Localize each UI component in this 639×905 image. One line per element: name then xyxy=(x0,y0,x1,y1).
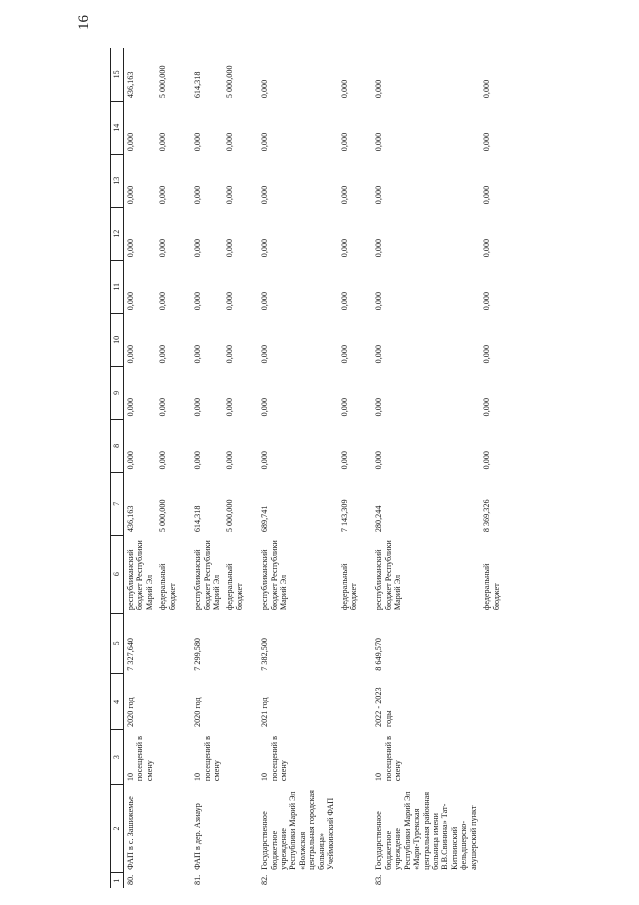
funding-source-cell: республиканский бюджет Республики Марий Эл xyxy=(126,540,154,611)
amount-cell: 0,000 xyxy=(374,291,384,311)
amount-cell: 0,000 xyxy=(339,344,349,364)
amount-cell: 0,000 xyxy=(260,132,270,152)
object-number-cell: 81. xyxy=(193,874,203,885)
amount-cell: 0,000 xyxy=(339,238,349,258)
table-row xyxy=(156,48,191,888)
amount-cell: 0,000 xyxy=(260,79,270,99)
column-header: 15 xyxy=(111,48,124,101)
empty-cell xyxy=(480,873,515,888)
amount-cell: 0,000 xyxy=(225,291,235,311)
amount-cell: 5 000,000 xyxy=(225,65,235,99)
amount-cell: 0,000 xyxy=(158,450,168,470)
total-cost-cell: 7 327,640 xyxy=(126,637,135,671)
capacity-cell: 10 посещений в смену xyxy=(374,736,403,782)
funding-source-cell: федеральный бюджет xyxy=(339,563,359,611)
object-name-cell: Государственное бюджетное учреждение Республики Марий Эл «Мари-Турекская центральная районная больница имени В.В.Свинина» Тат-Китнинский фельдшерско-акушерский пункт xyxy=(374,791,478,870)
column-header: 7 xyxy=(111,472,124,535)
funding-source-cell: республиканский бюджет Республики Марий Эл xyxy=(374,540,403,611)
amount-cell: 0,000 xyxy=(193,132,203,152)
amount-cell: 0,000 xyxy=(126,450,135,470)
column-header: 3 xyxy=(111,730,124,784)
empty-cell xyxy=(338,730,373,784)
object-number-cell: 83. xyxy=(374,874,384,885)
amount-cell: 280,244 xyxy=(374,505,384,533)
amount-cell: 0,000 xyxy=(260,450,270,470)
amount-cell: 0,000 xyxy=(482,79,492,99)
amount-cell: 0,000 xyxy=(158,132,168,152)
amount-cell: 5 000,000 xyxy=(158,499,168,533)
empty-cell xyxy=(156,730,191,784)
amount-cell: 0,000 xyxy=(225,344,235,364)
column-header: 4 xyxy=(111,674,124,730)
empty-cell xyxy=(156,613,191,674)
empty-cell xyxy=(223,730,258,784)
amount-cell: 8 369,326 xyxy=(482,499,492,533)
column-header: 6 xyxy=(111,535,124,613)
amount-cell: 0,000 xyxy=(374,450,384,470)
amount-cell: 0,000 xyxy=(374,79,384,99)
amount-cell: 7 143,309 xyxy=(339,499,349,533)
funding-source-cell: республиканский бюджет Республики Марий Эл xyxy=(193,540,221,611)
empty-cell xyxy=(480,613,515,674)
amount-cell: 0,000 xyxy=(482,397,492,417)
capacity-cell: 10 посещений в смену xyxy=(126,736,154,782)
column-header: 1 xyxy=(111,873,124,888)
table-row xyxy=(480,48,515,888)
amount-cell: 0,000 xyxy=(158,344,168,364)
amount-cell: 0,000 xyxy=(260,344,270,364)
empty-cell xyxy=(480,730,515,784)
table-body xyxy=(124,48,515,888)
amount-cell: 0,000 xyxy=(225,238,235,258)
amount-cell: 0,000 xyxy=(225,397,235,417)
amount-cell: 0,000 xyxy=(339,185,349,205)
amount-cell: 0,000 xyxy=(260,397,270,417)
amount-cell: 0,000 xyxy=(193,291,203,311)
column-header: 9 xyxy=(111,366,124,419)
period-cell: 2020 год xyxy=(126,697,135,727)
object-name-cell: Государственное бюджетное учреждение Республики Марий Эл «Волжская центральная городская больница» Учеймкинский ФАП xyxy=(260,790,336,870)
column-header: 5 xyxy=(111,613,124,674)
amount-cell: 0,000 xyxy=(193,397,203,417)
amount-cell: 0,000 xyxy=(374,132,384,152)
amount-cell: 0,000 xyxy=(374,397,384,417)
total-cost-cell: 7 299,580 xyxy=(193,637,203,671)
funding-source-cell: федеральный бюджет xyxy=(482,563,501,611)
amount-cell: 0,000 xyxy=(260,291,270,311)
amount-cell: 0,000 xyxy=(374,238,384,258)
capacity-cell: 10 посещений в смену xyxy=(193,736,221,782)
empty-cell xyxy=(223,613,258,674)
table-row xyxy=(338,48,373,888)
funding-source-cell: республиканский бюджет Республики Марий Эл xyxy=(260,540,289,611)
financing-table xyxy=(110,48,515,888)
column-number-header-row xyxy=(111,48,124,888)
empty-cell xyxy=(480,674,515,730)
total-cost-cell: 8 649,570 xyxy=(374,637,384,671)
column-header: 2 xyxy=(111,784,124,873)
amount-cell: 0,000 xyxy=(126,397,135,417)
table-row xyxy=(124,48,157,888)
amount-cell: 436,163 xyxy=(126,505,135,533)
amount-cell: 0,000 xyxy=(339,79,349,99)
amount-cell: 0,000 xyxy=(225,450,235,470)
table-row xyxy=(372,48,480,888)
amount-cell: 0,000 xyxy=(158,238,168,258)
amount-cell: 0,000 xyxy=(193,344,203,364)
amount-cell: 0,000 xyxy=(482,344,492,364)
empty-cell xyxy=(338,613,373,674)
capacity-cell: 10 посещений в смену xyxy=(260,736,289,782)
rotated-table-sheet xyxy=(110,48,510,888)
empty-cell xyxy=(223,674,258,730)
period-cell: 2022 - 2023 годы xyxy=(374,687,393,727)
column-header: 13 xyxy=(111,154,124,207)
object-number-cell: 82. xyxy=(260,874,270,885)
amount-cell: 0,000 xyxy=(339,291,349,311)
amount-cell: 0,000 xyxy=(482,132,492,152)
column-header: 10 xyxy=(111,313,124,366)
amount-cell: 0,000 xyxy=(225,185,235,205)
period-cell: 2021 год xyxy=(260,697,270,727)
empty-cell xyxy=(156,784,191,873)
amount-cell: 0,000 xyxy=(193,450,203,470)
object-number-cell: 80. xyxy=(126,874,135,885)
column-header: 8 xyxy=(111,419,124,472)
amount-cell: 0,000 xyxy=(158,291,168,311)
object-name-cell: ФАП в с. Зашижемье xyxy=(126,796,135,870)
funding-source-cell: федеральный бюджет xyxy=(158,563,177,611)
amount-cell: 0,000 xyxy=(482,291,492,311)
empty-cell xyxy=(338,873,373,888)
amount-cell: 0,000 xyxy=(482,185,492,205)
amount-cell: 0,000 xyxy=(339,450,349,470)
amount-cell: 0,000 xyxy=(260,238,270,258)
funding-source-cell: федеральный бюджет xyxy=(225,563,244,611)
amount-cell: 0,000 xyxy=(126,238,135,258)
amount-cell: 0,000 xyxy=(126,291,135,311)
empty-cell xyxy=(223,784,258,873)
table-row xyxy=(258,48,337,888)
amount-cell: 0,000 xyxy=(339,397,349,417)
amount-cell: 0,000 xyxy=(126,185,135,205)
column-header: 11 xyxy=(111,260,124,313)
empty-cell xyxy=(223,873,258,888)
amount-cell: 689,741 xyxy=(260,505,270,533)
amount-cell: 0,000 xyxy=(126,344,135,364)
empty-cell xyxy=(338,674,373,730)
empty-cell xyxy=(156,674,191,730)
column-header: 14 xyxy=(111,101,124,154)
period-cell: 2020 год xyxy=(193,697,203,727)
total-cost-cell: 7 382,500 xyxy=(260,637,270,671)
amount-cell: 5 000,000 xyxy=(225,499,235,533)
column-header: 12 xyxy=(111,207,124,260)
amount-cell: 614,318 xyxy=(193,71,203,99)
amount-cell: 0,000 xyxy=(225,132,235,152)
amount-cell: 0,000 xyxy=(374,344,384,364)
amount-cell: 0,000 xyxy=(260,185,270,205)
table-row xyxy=(191,48,223,888)
empty-cell xyxy=(338,784,373,873)
amount-cell: 0,000 xyxy=(158,185,168,205)
amount-cell: 0,000 xyxy=(193,238,203,258)
amount-cell: 0,000 xyxy=(126,132,135,152)
amount-cell: 5 000,000 xyxy=(158,65,168,99)
empty-cell xyxy=(480,784,515,873)
amount-cell: 436,163 xyxy=(126,71,135,99)
empty-cell xyxy=(156,873,191,888)
amount-cell: 0,000 xyxy=(374,185,384,205)
page-number: 16 xyxy=(76,15,92,30)
table-row xyxy=(223,48,258,888)
object-name-cell: ФАП в дер. Азиаур xyxy=(193,803,203,870)
amount-cell: 0,000 xyxy=(482,450,492,470)
amount-cell: 0,000 xyxy=(482,238,492,258)
amount-cell: 0,000 xyxy=(193,185,203,205)
amount-cell: 0,000 xyxy=(339,132,349,152)
amount-cell: 0,000 xyxy=(158,397,168,417)
amount-cell: 614,318 xyxy=(193,505,203,533)
